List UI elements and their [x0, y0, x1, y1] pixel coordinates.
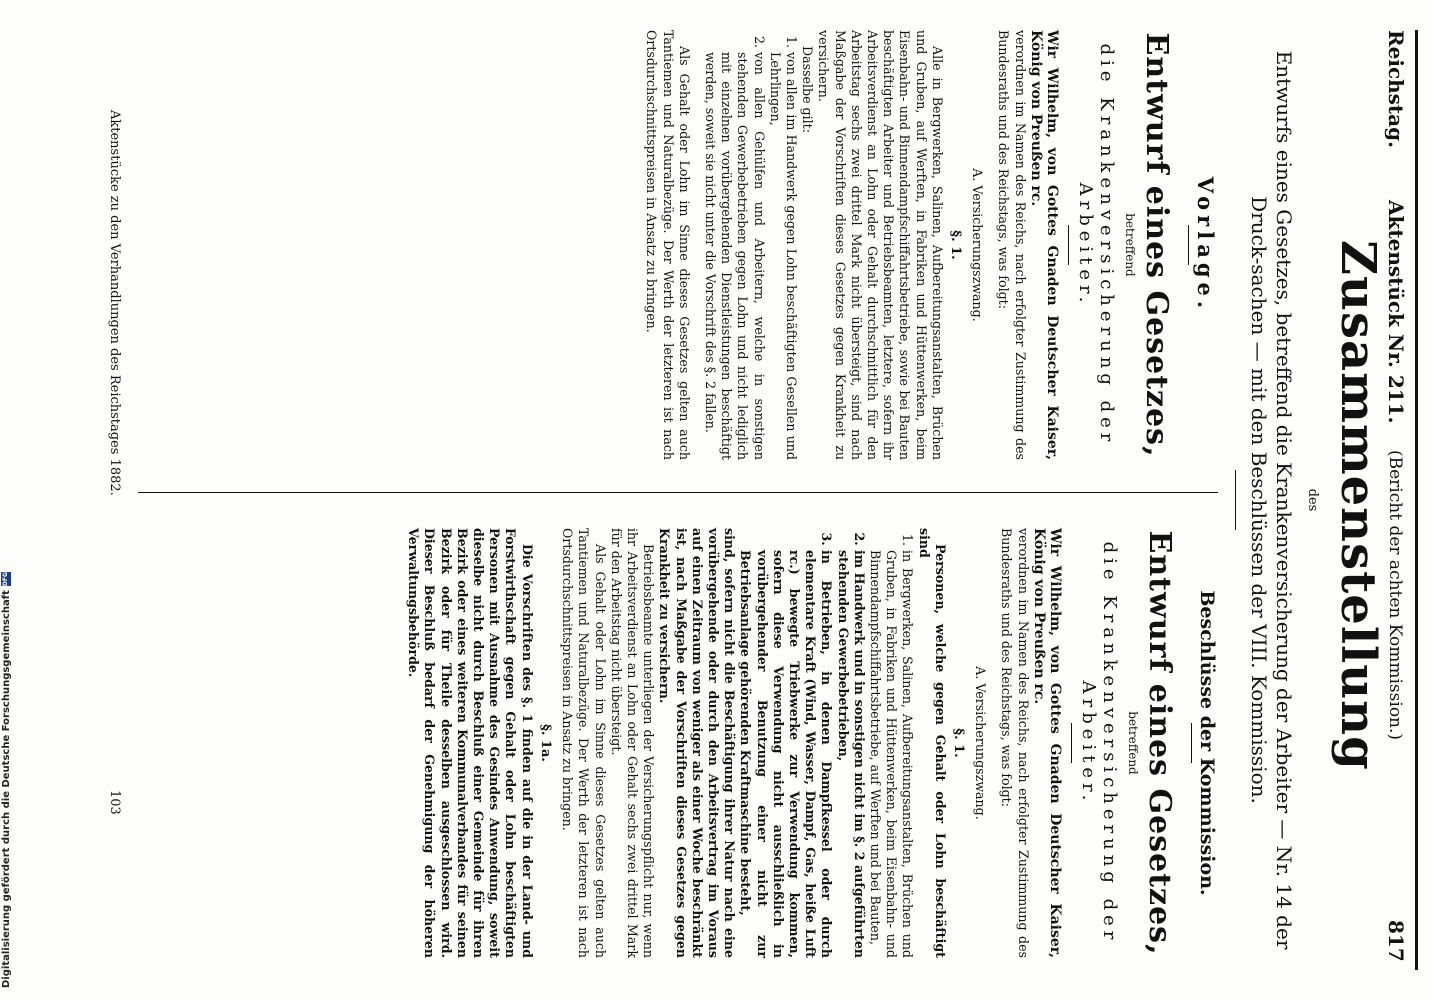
left-paragraph-1: Alle in Bergwerken, Salinen, Aufbereitungsanstalten, Brüchen und Gruben, auf Werften, in Fabriken und Hüttenwerken, beim Eisenbahn- und Binnendampfschiffahrtsbetriebe, sowie bei Bauten beschäftigten Arbeiter und Betriebsbeamten, letztere, sofern ihr Arbeitsverdienst an Lohn oder Gehalt durchschnittlich für den Arbeitstag sechs zwei drittel Mark nicht übersteigt, sind nach Maßgabe der Vorschriften dieses Gesetzes gegen Krankheit zu versichern. — [816, 30, 945, 460]
left-list-item-2: 2. von allen Gehülfen und Arbeitern, welche in sonstigen stehenden Gewerbebetrieben gegen Lohn und nicht lediglich mit einzelnen vorübergehenden Dienstleistungen beschäftigt werden, soweit sie nicht unter die Vorschrift des §. 2 fallen. — [702, 52, 767, 460]
left-section-label: A. Versicherungszwang. — [970, 168, 986, 322]
digitization-note — [0, 468, 12, 988]
footer-page-number: 103 — [107, 790, 122, 815]
title-des: des — [1305, 488, 1320, 512]
right-list-item-2: 2. im Handwerk und in sonstigen nicht im §. 2 aufgeführten stehenden Gewerbebetrieben, — [834, 550, 866, 958]
header-left: Reichstag. — [1384, 30, 1408, 149]
page-title: Zusammenstellung — [1330, 240, 1386, 771]
right-betreffend: betreffend — [1126, 711, 1140, 775]
left-heading-rule — [1188, 225, 1189, 265]
right-law-subject: die Krankenversicherung der Arbeiter. — [1078, 541, 1120, 945]
right-heading-rule — [1191, 723, 1192, 763]
left-law-subject: die Krankenversicherung der Arbeiter. — [1075, 43, 1117, 447]
right-preamble-wir: Wir Wilhelm, von Gottes Gnaden Deutscher Kaiser, König von Preußen rc. — [1030, 528, 1063, 958]
subtitle-divider — [1235, 470, 1236, 530]
right-paragraph-1: Personen, welche gegen Gehalt oder Lohn beschäftigt sind — [916, 528, 948, 958]
right-paragraph-4: Als Gehalt oder Lohn im Sinne dieses Gesetzes gelten auch Tantiemen und Naturalbezüge. Der Werth der letzteren ist nach Ortsdurchschnittspreisen in Ansatz zu bringen. — [560, 528, 608, 958]
header-page-number: 817 — [1384, 920, 1408, 962]
right-law-title: Entwurf eines Gesetzes, — [1142, 530, 1177, 956]
right-subject-rule — [1071, 723, 1072, 763]
left-column-heading: Vorlage. — [1193, 176, 1218, 314]
digitization-note-text: Digitalisierung gefördert durch die Deutsche Forschungsgemeinschaft — [0, 590, 12, 988]
header-note: (Bericht der achten Kommission.) — [1385, 450, 1405, 741]
right-paragraph-5: Die Vorschriften des §. 1 finden auf die in der Land- und Forstwirthschaft gegen Gehalt oder Lohn beschäftigten Personen mit Ausnahme des Gesindes Anwendung, soweit dieselbe nicht durch Beschluß einer Gemeinde für ihren Bezirk oder eines weiteren Kommunalverbandes für seinen Bezirk oder für Theile desselben ausgeschlossen wird. Dieser Beschluß bedarf der Genehmigung der höheren Verwaltungsbehörde. — [406, 528, 535, 958]
column-divider — [138, 492, 1218, 493]
right-column-heading: Beschlüsse der Kommission. — [1196, 590, 1218, 896]
right-section-label: A. Versicherungszwang. — [973, 666, 989, 820]
right-column — [405, 528, 1218, 958]
header-center: Aktenstück Nr. 211. — [1384, 200, 1408, 424]
left-law-title: Entwurf eines Gesetzes, — [1139, 32, 1174, 458]
right-paragraph-2: sind, sofern nicht die Beschäftigung ihrer Natur nach eine vorübergehende oder durch den Arbeitsvertrag im Voraus auf einen Zeitraum von weniger als einer Woche beschränkt ist, nach Maßgabe der Vorschriften dieses Gesetzes gegen Krankheit zu versichern. — [657, 528, 738, 958]
top-rule — [1415, 30, 1418, 970]
left-paragraph-2: Dasselbe gilt: — [800, 46, 816, 133]
dfg-logo-icon: DFG — [2, 572, 9, 587]
left-section-number: §. 1. — [947, 230, 963, 260]
left-list — [702, 30, 799, 460]
footer-source: Aktenstücke zu den Verhandlungen des Reichstages 1882. — [107, 110, 122, 496]
left-preamble-wir: Wir Wilhelm, von Gottes Gnaden Deutscher Kaiser, König von Preußen rc. — [1027, 30, 1060, 460]
right-list — [737, 528, 915, 958]
left-subject-rule — [1068, 225, 1069, 265]
right-list-item-3: 3. in Betrieben, in denen Dampfkessel oder durch elementare Kraft (Wind, Wasser, Dampf, Gas, heiße Luft rc.) bewegte Triebwerke zur Verwendung kommen, sofern diese Verwendung nicht ausschließlich in vorübergehender Benutzung einer nicht zur Betriebsanlage gehörenden Kraftmaschine besteht, — [737, 550, 834, 958]
left-column — [643, 30, 1218, 460]
right-preamble-verordnen: verordnen im Namen des Reichs, nach erfolgter Zustimmung des Bundesraths und des Reichstags, was folgt: — [999, 528, 1031, 958]
left-list-item-1: 1. von allen im Handwerk gegen Lohn beschäftigten Gesellen und Lehrlingen, — [767, 52, 799, 460]
right-list-item-1: 1. in Bergwerken, Salinen, Aufbereitungsanstalten, Brüchen und Gruben, in Fabriken und Hüttenwerken, beim Eisenbahn- und Binnendampfschiffahrtsbetriebe, auf Werften und bei Bauten, — [867, 550, 916, 958]
right-paragraph-3: Betriebsbeamte unterliegen der Versicherungspflicht nur, wenn ihr Arbeitsverdienst an Lohn oder Gehalt sechs zwei drittel Mark für den Arbeitstag nicht übersteigt. — [608, 528, 657, 958]
left-preamble-verordnen: verordnen im Namen des Reichs, nach erfolgter Zustimmung des Bundesraths und des Reichstags, was folgt: — [996, 30, 1028, 460]
left-paragraph-3: Als Gehalt oder Lohn im Sinne dieses Gesetzes gelten auch Tantiemen und Naturalbezüge. Der Werth der letzteren ist nach Ortsdurchschnittspreisen in Ansatz zu bringen. — [644, 30, 692, 460]
right-section-number: §. 1. — [950, 728, 966, 758]
right-section-number-1a: §. 1a. — [537, 724, 553, 762]
page-subtitle: Entwurfs eines Gesetzes, betreffend die Krankenversicherung der Arbeiter — Nr. 14 der Druck-sachen — mit den Beschlüssen der VIII. Kommission. — [1247, 50, 1296, 950]
left-betreffend: betreffend — [1123, 213, 1137, 277]
